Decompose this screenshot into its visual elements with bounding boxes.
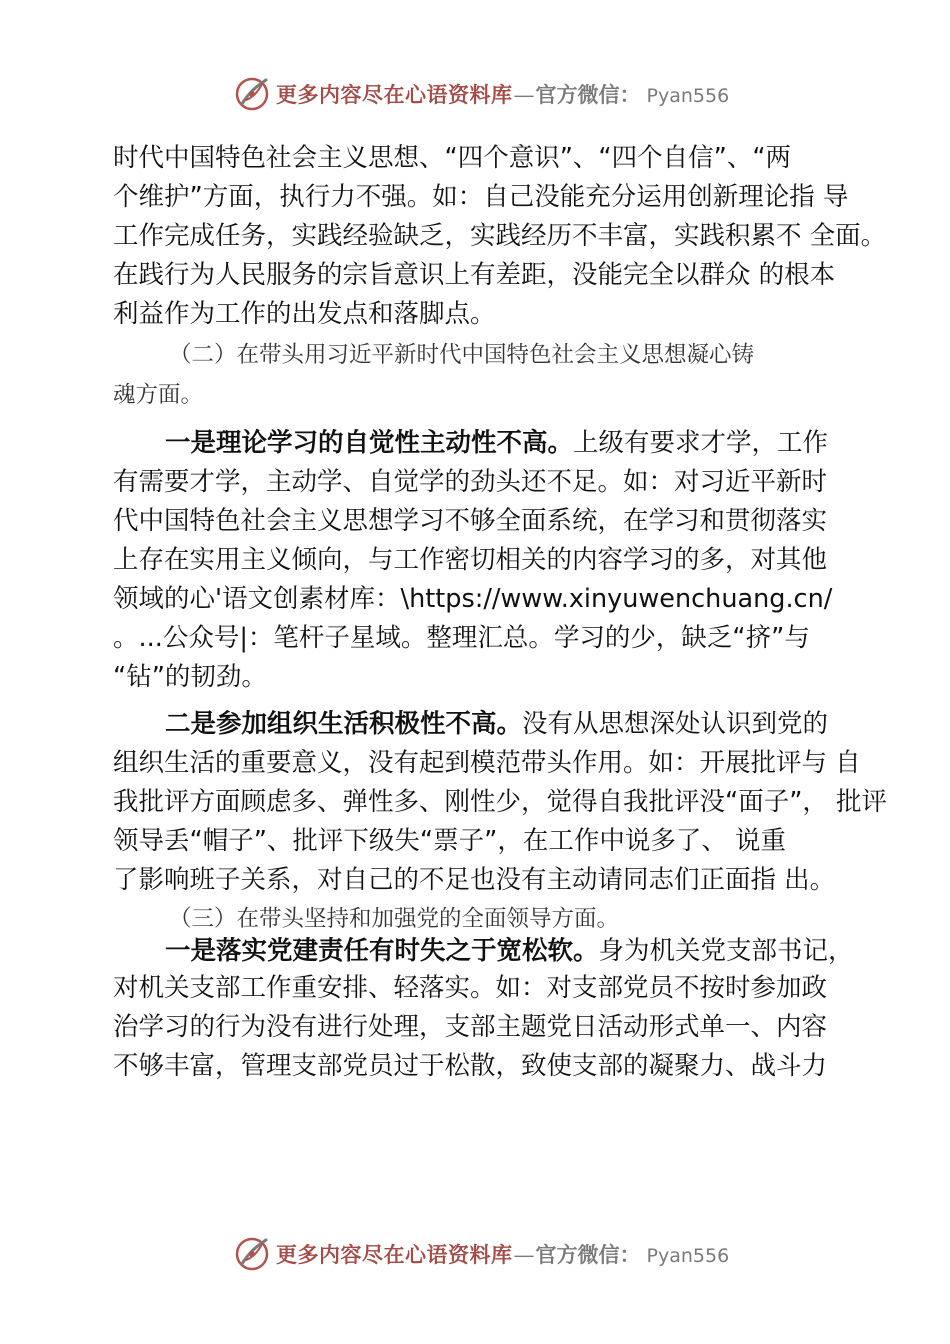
paragraph-line: 上存在实用主义倾向，与工作密切相关的内容学习的多，对其他 — [113, 545, 828, 575]
banner-dash: — — [513, 83, 535, 107]
banner-dash: — — [513, 1243, 535, 1267]
banner-text — [276, 1239, 729, 1269]
section-heading: 魂方面。 — [113, 382, 204, 408]
paragraph-line: 领域的心'语文创素材库：\https://www.xinyuwenchuang.cn/ — [113, 584, 833, 614]
banner-main-text: 更多内容尽在心语资料库 — [276, 82, 513, 107]
banner-main-text: 更多内容尽在心语资料库 — [276, 1242, 513, 1267]
paragraph-line: 个维护”方面，执行力不强。如：自己没能充分运用创新理论指 导 — [113, 182, 849, 212]
section-heading: （二）在带头用习近平新时代中国特色社会主义思想凝心铸 — [169, 342, 755, 368]
paragraph-text: 身为机关党支部书记， — [598, 936, 854, 966]
paragraph-line: 组织生活的重要意义，没有起到模范带头作用。如：开展批评与 自 — [113, 748, 861, 778]
paragraph-line: 。...公众号|：笔杆子星域。整理汇总。学习的少，缺乏“挤”与 — [113, 623, 810, 653]
paragraph-line: 治学习的行为没有进行处理，支部主题党日活动形式单一、内容 — [113, 1012, 828, 1042]
paragraph-line: 领导丢“帽子”、批评下级失“票子”，在工作中说多了、 说重 — [113, 826, 786, 856]
paragraph-lead: 二是参加组织生活积极性不高。 — [165, 709, 523, 739]
paragraph-lead: 一是落实党建责任有时失之于宽松软。 — [165, 936, 599, 966]
paragraph-text: 上级有要求才学，工作 — [573, 428, 829, 458]
section-heading: （三）在带头坚持和加强党的全面领导方面。 — [169, 906, 620, 932]
paragraph-line: “钻”的韧劲。 — [113, 662, 267, 692]
paragraph-text: 没有从思想深处认识到党的 — [522, 709, 829, 739]
paragraph-line: 工作完成任务，实践经验缺乏，实践经历不丰富，实践积累不 全面。 — [113, 221, 887, 251]
paragraph-first-line — [165, 426, 828, 460]
paragraph-line: 了影响班子关系，对自己的不足也没有主动请同志们正面指 出。 — [113, 865, 836, 895]
paragraph-line: 不够丰富，管理支部党员过于松散，致使支部的凝聚力、战斗力 — [113, 1051, 828, 1081]
paragraph-line: 我批评方面顾虑多、弹性多、刚性少，觉得自我批评没“面子”， 批评 — [113, 787, 888, 817]
banner-text — [276, 79, 729, 109]
paragraph-line: 利益作为工作的出发点和落脚点。 — [113, 299, 496, 329]
logo-icon — [232, 1234, 272, 1274]
paragraph-lead: 一是理论学习的自觉性主动性不高。 — [165, 428, 574, 458]
paragraph-line: 对机关支部工作重安排、轻落实。如：对支部党员不按时参加政 — [113, 973, 828, 1003]
paragraph-line: 时代中国特色社会主义思想、“四个意识”、“四个自信”、“两 — [113, 143, 792, 173]
banner-wechat-id: Pyan556 — [646, 1245, 730, 1267]
paragraph-line: 在践行为人民服务的宗旨意识上有差距，没能完全以群众 的根本 — [113, 260, 836, 290]
paragraph-first-line — [165, 707, 828, 741]
paragraph-line: 代中国特色社会主义思想学习不够全面系统，在学习和贯彻落实 — [113, 506, 828, 536]
paragraph-first-line — [165, 934, 854, 968]
banner-wechat-label: 官方微信： — [535, 82, 641, 107]
header-banner — [232, 72, 732, 116]
banner-wechat-label: 官方微信： — [535, 1242, 641, 1267]
banner-wechat-id: Pyan556 — [646, 85, 730, 107]
footer-banner — [232, 1232, 732, 1276]
paragraph-line: 有需要才学，主动学、自觉学的劲头还不足。如：对习近平新时 — [113, 467, 828, 497]
logo-icon — [232, 74, 272, 114]
